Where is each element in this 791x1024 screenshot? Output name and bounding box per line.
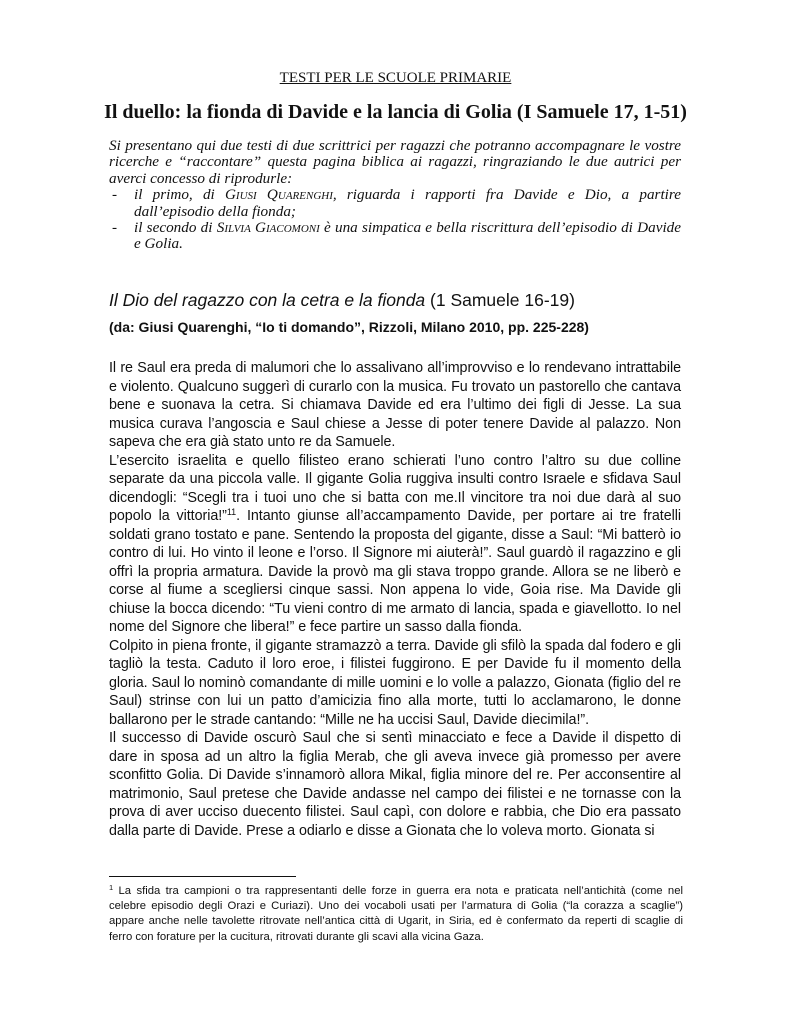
body-paragraph: Il successo di Davide oscurò Saul che si sentì minacciato e fece a Davide il dispetto di dare in sposa ad un altro la figlia Merab, che gli aveva invece già promesso per avere sconfitto Golia. Di Davide s’innamorò allora Mikal, figlia minore del re. Per acconsentire al matrimonio, Saul pretese che Davide andasse nel campo dei filistei e ne tornasse con la prova di aver ucciso duecento filistei. Saul capì, con dolore e rabbia, che Dio era passato dalla parte di Davide. Prese a odiarlo e disse a Gionata che lo voleva morto. Gionata si xyxy=(109,730,681,839)
intro-list-item xyxy=(109,220,681,253)
author-name: Silvia Giacomoni xyxy=(216,219,320,237)
section-title-text: Il Dio del ragazzo con la cetra e la fionda xyxy=(109,290,426,310)
page-title: Il duello: la fionda di Davide e la lancia di Golia (I Samuele 17, 1-51) xyxy=(104,101,687,123)
footnote-separator xyxy=(109,876,296,877)
intro-item-text: è una simpatica e bella riscrittura dell’episodio di Davide e Golia. xyxy=(134,219,681,253)
section-title xyxy=(109,290,709,311)
body-text-span: . Intanto giunse all’accampamento Davide, per portare ai tre fratelli soldati grano tostato e pane. Sentendo la proposta del gigante, disse a Saul: “Mi batterò io contro di lui. Ho vinto il leone e l’orso. Il Signore mi aiuterà!”. Saul guardò il ragazzino e gli offrì la propria armatura. Davide la provò ma gli stava troppo grande. Allora se ne liberò e corse al fiume a scegliersi cinque sassi. Non appena lo vide, Goia rise. Ma Davide gli chiuse la bocca dicendo: “Tu vieni contro di me armato di lancia, spada e giavellotto. Io nel nome del Signore che libera!” e fece partire un sasso dalla fionda. xyxy=(109,508,681,635)
body-paragraph: Colpito in piena fronte, il gigante stramazzò a terra. Davide gli sfilò la spada dal fodero e gli tagliò la testa. Caduto il loro eroe, i filistei fuggirono. E per Davide fu il momento della gloria. Saul lo nominò comandante di mille uomini e lo volle a palazzo, Gionata (figlio del re Saul) strinse con lui un patto d’amicizia fino alla morte, tutti lo acclamarono, le donne ballarono per le strade cantando: “Mille ne ha uccisi Saul, Davide diecimila!”. xyxy=(109,637,681,728)
intro-item-text: il secondo di xyxy=(134,219,217,237)
section-title-reference: (1 Samuele 16-19) xyxy=(425,290,575,310)
intro-paragraph: Si presentano qui due testi di due scrittrici per ragazzi che potranno accompagnare le vostre ricerche e “raccontare” questa pagina biblica ai ragazzi, ringraziando le due autrici per averci concesso di riprodurle: xyxy=(109,137,681,187)
footnote-marker: 1 xyxy=(109,883,114,892)
footnote-reference[interactable]: 11 xyxy=(226,507,237,517)
intro-item-text: il primo, di xyxy=(134,186,225,204)
body-paragraph: Il re Saul era preda di malumori che lo assalivano all’improvviso e lo rendevano intrattabile e violento. Qualcuno suggerì di curarlo con la musica. Fu trovato un pastorello che cantava bene e suonava la cetra. Si chiamava Davide ed era l’ultimo dei figli di Jesse. La sua musica curava l’angoscia e Saul chiese a Jesse di poter tenere Davide al palazzo. Non sapeva che era già stato unto re da Samuele. xyxy=(109,360,681,450)
body-text xyxy=(109,359,681,840)
intro-block xyxy=(109,138,681,253)
body-paragraph xyxy=(109,452,681,637)
intro-list-item xyxy=(109,187,681,220)
footnote xyxy=(109,884,683,945)
list-bullet: - xyxy=(112,186,118,204)
page-header: TESTI PER LE SCUOLE PRIMARIE xyxy=(279,70,512,86)
body-text-span: L’esercito israelita e quello filisteo erano schierati l’uno contro l’altro su due colline separate da una piccola valle. Il gigante Golia ruggiva insulti contro Israele e sfidava Saul dicendogli: “Scegli tra i tuoi uno che si batta con me.Il vincitore tra noi due darà al suo popolo la vittoria!” xyxy=(109,452,681,524)
section-source: (da: Giusi Quarenghi, “Io ti domando”, Rizzoli, Milano 2010, pp. 225-228) xyxy=(109,319,589,335)
list-bullet: - xyxy=(112,219,118,237)
author-name: Giusi Quarenghi xyxy=(224,186,333,204)
intro-item-text: , riguarda i rapporti fra Davide e Dio, a partire dall’episodio della fionda; xyxy=(134,186,681,220)
footnote-text: La sfida tra campioni o tra rappresentanti delle forze in guerra era nota e praticata nell’antichità (come nel celebre episodio degli Orazi e Curiazi). Uno dei vocaboli usati per l’armatura di Golia (“la corazza a scaglie”) appare anche nelle tavolette ritrovate nell’antica città di Ugarit, in Siria, ed è confermato da reperti di scaglie di ferro con forature per la cucitura, ritrovati durante gli scavi alla vicina Gaza. xyxy=(109,885,683,943)
intro-list xyxy=(109,187,681,253)
